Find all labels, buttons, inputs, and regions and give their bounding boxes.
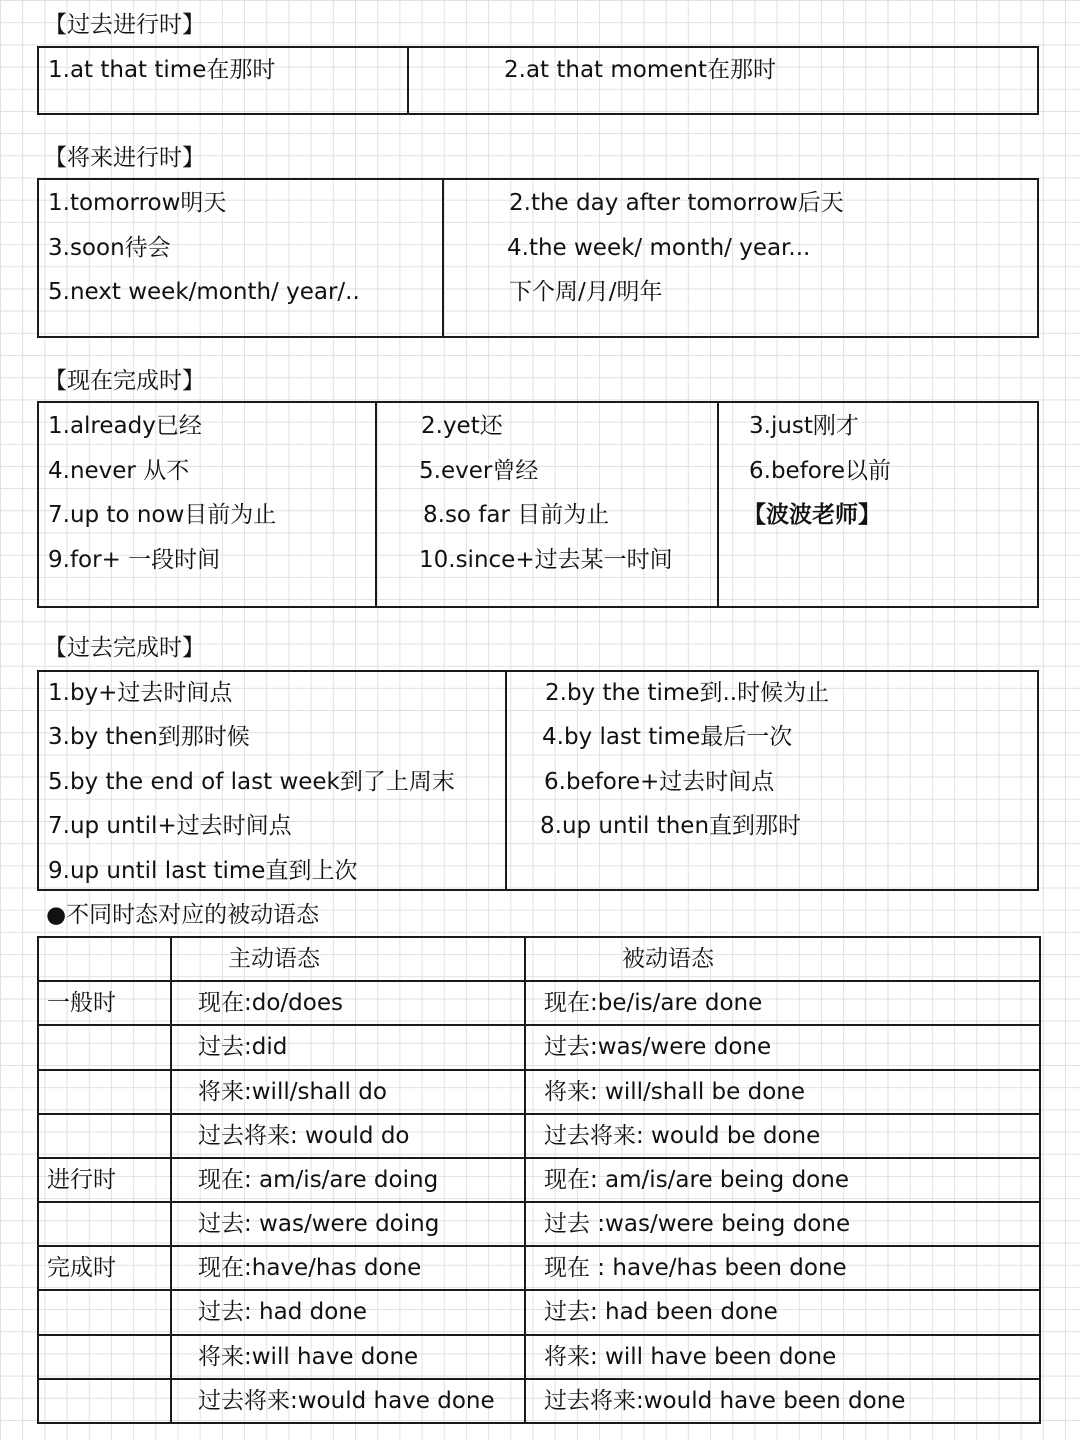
past-perfect-heading: 【过去完成时】 — [44, 635, 205, 661]
future-continuous-item: 2.the day after tomorrow后天 — [509, 190, 844, 216]
past-perfect-item: 7.up until+过去时间点 — [48, 813, 292, 839]
past-perfect-box — [37, 670, 1039, 891]
table-row — [38, 1158, 1040, 1202]
divider — [375, 403, 377, 606]
past-continuous-item: 2.at that moment在那时 — [504, 57, 777, 83]
tense-cell — [38, 1290, 171, 1334]
future-continuous-item: 4.the week/ month/ year... — [507, 235, 811, 261]
table-row — [38, 1114, 1040, 1158]
future-continuous-item: 下个周/月/明年 — [509, 279, 663, 305]
active-voice-cell: 过去: had done — [171, 1290, 525, 1334]
active-voice-cell: 过去:did — [171, 1025, 525, 1069]
active-voice-cell: 过去: was/were doing — [171, 1202, 525, 1246]
passive-voice-cell: 过去将来:would have been done — [525, 1379, 1040, 1423]
future-continuous-item: 1.tomorrow明天 — [48, 190, 227, 216]
table-header-row — [38, 937, 1040, 981]
active-voice-cell: 过去将来:would have done — [171, 1379, 525, 1423]
table-row — [38, 981, 1040, 1025]
tense-cell — [38, 1114, 171, 1158]
table-row — [38, 1246, 1040, 1290]
table-header-cell: 主动语态 — [171, 937, 525, 981]
past-perfect-item: 8.up until then直到那时 — [540, 813, 802, 839]
divider — [407, 48, 409, 113]
past-continuous-heading: 【过去进行时】 — [44, 12, 205, 38]
present-perfect-item: 10.since+过去某一时间 — [419, 547, 673, 573]
passive-voice-cell: 将来: will/shall be done — [525, 1070, 1040, 1114]
tense-cell — [38, 1379, 171, 1423]
table-row — [38, 1335, 1040, 1379]
table-row — [38, 1070, 1040, 1114]
present-perfect-item: 2.yet还 — [421, 413, 503, 439]
table-row — [38, 1290, 1040, 1334]
past-perfect-item: 2.by the time到..时候为止 — [545, 680, 830, 706]
future-continuous-item: 5.next week/month/ year/.. — [48, 279, 360, 305]
past-perfect-item: 1.by+过去时间点 — [48, 680, 233, 706]
future-continuous-item: 3.soon待会 — [48, 235, 171, 261]
divider — [717, 403, 719, 606]
present-perfect-item: 9.for+ 一段时间 — [48, 547, 221, 573]
passive-voice-cell: 现在:be/is/are done — [525, 981, 1040, 1025]
past-perfect-item: 5.by the end of last week到了上周末 — [48, 769, 455, 795]
passive-voice-cell: 将来: will have been done — [525, 1335, 1040, 1379]
tense-cell: 一般时 — [38, 981, 171, 1025]
table-row — [38, 1202, 1040, 1246]
past-perfect-item: 9.up until last time直到上次 — [48, 858, 358, 884]
passive-voice-heading: ●不同时态对应的被动语态 — [46, 902, 320, 928]
present-perfect-heading: 【现在完成时】 — [44, 368, 205, 394]
present-perfect-item: 3.just刚才 — [749, 413, 859, 439]
teacher-tag: 【波波老师】 — [743, 502, 881, 528]
past-perfect-item: 4.by last time最后一次 — [542, 724, 793, 750]
tense-cell — [38, 1335, 171, 1379]
future-continuous-heading: 【将来进行时】 — [44, 145, 205, 171]
passive-voice-cell: 过去将来: would be done — [525, 1114, 1040, 1158]
present-perfect-item: 1.already已经 — [48, 413, 202, 439]
passive-voice-cell: 过去:was/were done — [525, 1025, 1040, 1069]
passive-voice-cell: 过去 :was/were being done — [525, 1202, 1040, 1246]
active-voice-cell: 现在:do/does — [171, 981, 525, 1025]
table-header-cell: 被动语态 — [525, 937, 1040, 981]
active-voice-cell: 现在: am/is/are doing — [171, 1158, 525, 1202]
present-perfect-item: 4.never 从不 — [48, 458, 190, 484]
tense-cell — [38, 1202, 171, 1246]
divider — [505, 672, 507, 889]
present-perfect-item: 5.ever曾经 — [419, 458, 539, 484]
present-perfect-item: 6.before以前 — [749, 458, 891, 484]
passive-voice-cell: 现在 : have/has been done — [525, 1246, 1040, 1290]
past-perfect-item: 3.by then到那时候 — [48, 724, 250, 750]
table-header-cell — [38, 937, 171, 981]
active-voice-cell: 将来:will have done — [171, 1335, 525, 1379]
tense-cell — [38, 1070, 171, 1114]
present-perfect-box — [37, 401, 1039, 608]
future-continuous-box — [37, 178, 1039, 338]
table-row — [38, 1379, 1040, 1423]
active-voice-cell: 现在:have/has done — [171, 1246, 525, 1290]
tense-cell: 完成时 — [38, 1246, 171, 1290]
past-continuous-box — [37, 46, 1039, 115]
active-voice-cell: 过去将来: would do — [171, 1114, 525, 1158]
passive-voice-cell: 过去: had been done — [525, 1290, 1040, 1334]
past-continuous-item: 1.at that time在那时 — [48, 57, 276, 83]
tense-cell: 进行时 — [38, 1158, 171, 1202]
present-perfect-item: 7.up to now目前为止 — [48, 502, 277, 528]
present-perfect-item: 8.so far 目前为止 — [423, 502, 610, 528]
passive-voice-table — [37, 936, 1041, 1424]
table-row — [38, 1025, 1040, 1069]
passive-voice-cell: 现在: am/is/are being done — [525, 1158, 1040, 1202]
active-voice-cell: 将来:will/shall do — [171, 1070, 525, 1114]
tense-cell — [38, 1025, 171, 1069]
divider — [442, 180, 444, 336]
past-perfect-item: 6.before+过去时间点 — [544, 769, 775, 795]
